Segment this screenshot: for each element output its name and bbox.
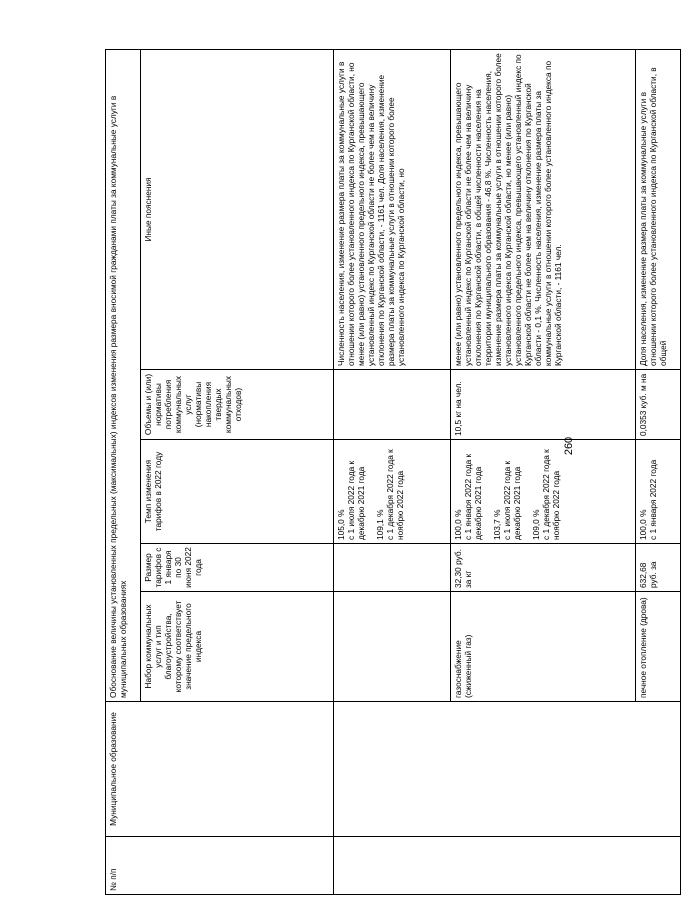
cell-service: печное отопление (дрова) [636,592,681,702]
cell-volume [334,370,451,440]
cell-service [334,592,451,702]
cell-municipality [334,702,681,837]
rate-line: 105,0 % [336,509,346,540]
rate-line: с 1 января 2022 года к декабрю 2021 года [463,453,483,540]
header-municipality: Муниципальное образование [106,702,334,837]
header-group-title: Обоснование величины установленных предельных (максимальных) индексов изменения размера вносимой гражданами платы за коммунальные услуги в муниципальных образованиях [106,49,141,701]
cell-volume: 10,5 кг на чел. [451,370,636,440]
tariff-table [105,49,681,895]
rate-line: 100,0 % [638,509,648,540]
header-row-group [106,49,141,894]
header-service: Набор коммунальных услуг и тип благоустройства, которому соответствует значение предельного индекса [141,592,334,702]
rate-line: 103,7 % [492,509,502,540]
cell-rate [451,440,636,544]
header-volume: Объемы и (или) нормативы потребления коммунальных услуг (нормативы накопления твердых коммунальных отходов) [141,370,334,440]
cell-tariff [334,544,451,592]
cell-volume: 0,0353 куб. м на [636,370,681,440]
header-num: № п/п [106,837,334,895]
header-notes: Иные пояснения [141,49,334,369]
cell-service: газоснабжение (сжиженный газ) [451,592,636,702]
cell-notes: Численность населения, изменение размера платы за коммунальные услуги в отношении которого более установленного индекса по Курганской области, но менее (или равно) установленного предельного индекса, превышающего установленный индекс по Курганской области не более чем на величину отклонения по Курганской области, - 1161 чел. Доля населения, изменение размера платы за коммунальные услуги в отношении которого более установленного индекса по Курганской области, но [334,49,451,369]
rotated-table-page [105,50,668,895]
rate-line: с 1 января 2022 года [648,459,658,540]
cell-notes: Доля населения, изменение размера платы за коммунальные услуги в отношении которого более установленного индекса по Курганской области, в общей [636,49,681,369]
cell-tariff: 632,68 руб. за [636,544,681,592]
rate-line: с 1 декабря 2022 года к ноябрю 2022 года [541,449,561,540]
header-tariff: Размер тарифов с 1 января по 30 июня 2022 года [141,544,334,592]
cell-rate [636,440,681,544]
rate-line: 109,0 % [531,509,541,540]
cell-rate [334,440,451,544]
rate-line: с 1 июля 2022 года к декабрю 2021 года [346,460,366,540]
rate-line: 109,1 % [375,509,385,540]
rate-line: с 1 декабря 2022 года к ноябрю 2022 года [385,449,405,540]
cell-tariff: 32,30 руб. за кг [451,544,636,592]
table-row [334,49,451,894]
header-rate: Темп изменения тарифов в 2022 году [141,440,334,544]
rate-line: 100,0 % [453,509,463,540]
cell-num [334,837,681,895]
page-number: 260 [563,436,576,456]
cell-notes: менее (или равно) установленного предельного индекса, превышающего установленный индекс по Курганской области не более чем на величину отклонения по Курганской области, в общей численности населения на территории муниципального образования - 46,8 %. Численность населения, изменение размера платы за коммунальные услуги в отношении которого более установленного индекса по Курганской области, но менее (или равно) установленного предельного индекса, превышающего установленный индекс по Курганской области не более чем на величину отклонения по Курганской области - 0,1 %. Численность населения, изменение размера платы за коммунальные услуги в отношении которого более установленного индекса по Курганской области, - 1161 чел. [451,49,636,369]
rate-line: с 1 июля 2022 года к декабрю 2021 года [502,460,522,540]
